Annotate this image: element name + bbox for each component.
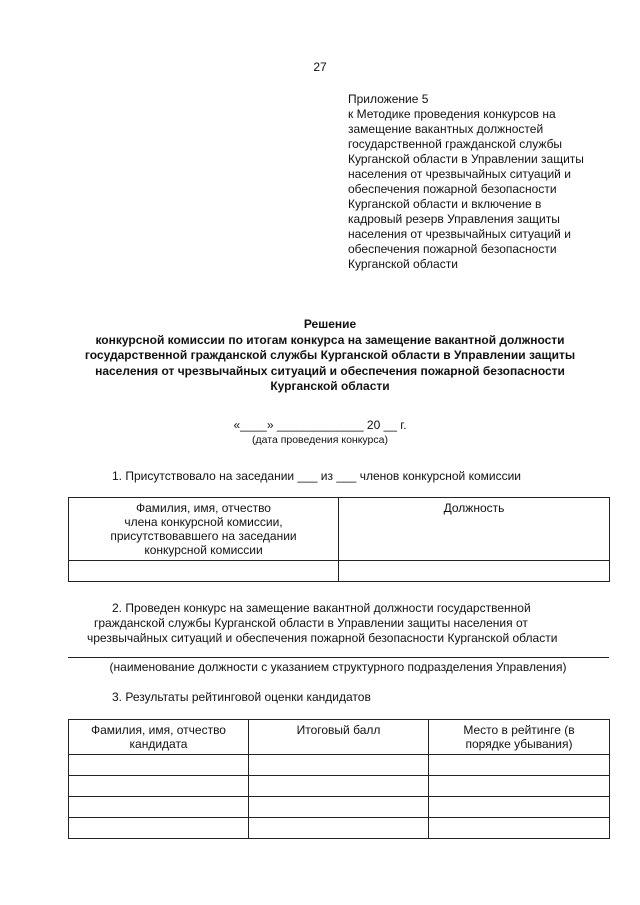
section-1-text: 1. Присутствовало на заседании ___ из ___ членов конкурсной комиссии [112,469,521,483]
candidate-rating-table [68,719,610,839]
table-header-cell: Фамилия, имя, отчество члена конкурсной комиссии, присутствовавшего на заседании конкурсной комиссии [69,498,339,561]
table-row [69,561,610,582]
section-3-text: 3. Результаты рейтинговой оценки кандидатов [112,690,371,704]
table-cell[interactable] [69,776,249,797]
table-cell[interactable] [429,818,610,839]
table-row [69,776,610,797]
table-cell[interactable] [249,755,429,776]
table-cell[interactable] [69,755,249,776]
appendix-line: государственной гражданской службы [348,137,563,151]
title-line: Решение [303,317,357,331]
table-row [69,818,610,839]
appendix-line: обеспечения пожарной безопасности [348,182,557,196]
table-header-cell: Фамилия, имя, отчество кандидата [69,720,249,755]
title-line: Курганской области [270,379,390,393]
title-line: государственной гражданской службы Курганской области в Управлении защиты [84,348,576,362]
table-header-row [69,720,610,755]
table-header-row [69,498,610,561]
table-cell[interactable] [69,561,339,582]
position-name-line[interactable] [68,657,609,658]
table-cell[interactable] [69,818,249,839]
appendix-line: Курганской области [348,257,458,271]
title-line: населения от чрезвычайных ситуаций и обеспечения пожарной безопасности [95,363,565,378]
section-2-text [88,601,608,646]
commission-members-table [68,497,610,582]
table-header-cell: Должность [339,498,610,561]
appendix-line: обеспечения пожарной безопасности [348,242,557,256]
appendix-line: Курганской области в Управлении защиты [348,152,584,166]
date-line: «____» _____________ 20 __ г. [233,418,407,432]
document-title [60,317,600,395]
table-header-cell: Место в рейтинге (в порядке убывания) [429,720,610,755]
appendix-line: населения от чрезвычайных ситуаций и [348,227,571,241]
position-name-caption: (наименование должности с указанием структурного подразделения Управления) [109,660,567,674]
title-line: конкурсной комиссии по итогам конкурса на замещение вакантной должности [95,332,565,347]
date-caption: (дата проведения конкурса) [252,434,388,446]
table-cell[interactable] [429,755,610,776]
appendix-line: Курганской области и включение в [348,197,542,211]
table-cell[interactable] [339,561,610,582]
table-row [69,755,610,776]
table-cell[interactable] [249,776,429,797]
section-2-line: гражданской службы Курганской области в Управлении защиты населения от [94,616,528,630]
section-2-line: чрезвычайных ситуаций и обеспечения пожарной безопасности Курганской области [87,631,558,645]
appendix-line: кадровый резерв Управления защиты [348,212,560,226]
section-2-line: 2. Проведен конкурс на замещение вакантной должности государственной [112,601,531,615]
appendix-line: населения от чрезвычайных ситуаций и [348,167,571,181]
table-row [69,797,610,818]
page-number: 27 [313,60,327,74]
appendix-line: к Методике проведения конкурсов на [348,107,556,121]
table-cell[interactable] [249,818,429,839]
table-cell[interactable] [69,797,249,818]
table-header-cell: Итоговый балл [249,720,429,755]
table-cell[interactable] [249,797,429,818]
appendix-note [348,92,628,272]
table-cell[interactable] [429,776,610,797]
appendix-line: замещение вакантных должностей [348,122,544,136]
table-cell[interactable] [429,797,610,818]
appendix-line: Приложение 5 [348,92,429,106]
